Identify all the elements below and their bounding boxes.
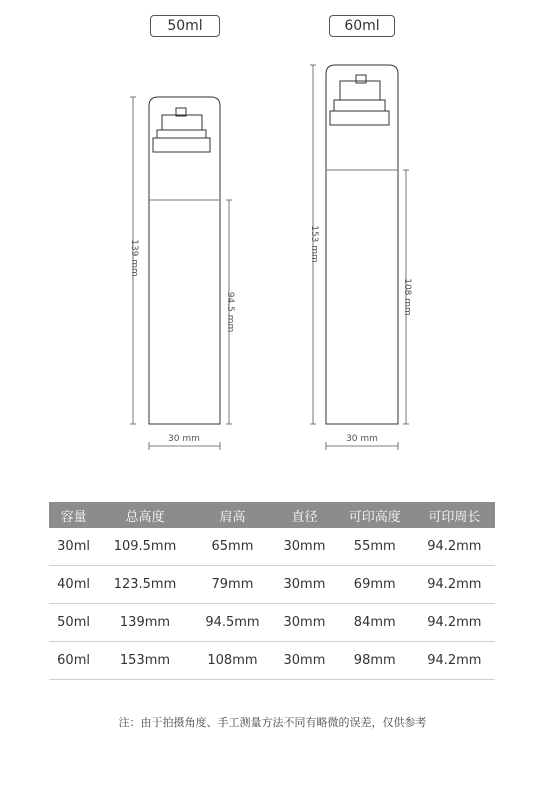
- cell-total-height: 123.5mm: [98, 566, 192, 604]
- dim-right-width-text: 30 mm: [346, 434, 378, 444]
- cell-print-circumference: 94.2mm: [414, 642, 495, 680]
- cell-print-circumference: 94.2mm: [414, 604, 495, 642]
- cell-capacity: 60ml: [49, 642, 98, 680]
- dim-right-total-height-text: 153 mm: [309, 225, 319, 263]
- header-print-height: 可印高度: [336, 502, 414, 528]
- cell-diameter: 30mm: [273, 604, 336, 642]
- table-row: [49, 642, 495, 680]
- spec-table-header-row: [49, 502, 495, 528]
- footnote: 注：由于拍摄角度、手工测量方法不同有略微的误差，仅供参考: [118, 716, 427, 729]
- table-row: [49, 566, 495, 604]
- cell-shoulder-height: 108mm: [192, 642, 273, 680]
- cell-total-height: 153mm: [98, 642, 192, 680]
- header-print-circumference: 可印周长: [414, 502, 495, 528]
- cell-print-height: 55mm: [336, 528, 414, 566]
- dim-left-width-text: 30 mm: [168, 434, 200, 444]
- cell-print-circumference: 94.2mm: [414, 528, 495, 566]
- cell-shoulder-height: 94.5mm: [192, 604, 273, 642]
- cell-capacity: 50ml: [49, 604, 98, 642]
- header-capacity: 容量: [49, 502, 98, 528]
- cell-capacity: 30ml: [49, 528, 98, 566]
- cell-print-height: 69mm: [336, 566, 414, 604]
- bottle-60ml: [326, 65, 398, 424]
- cell-capacity: 40ml: [49, 566, 98, 604]
- bottle-50ml: [149, 97, 220, 424]
- dim-left-total-height-text: 139 mm: [129, 239, 139, 277]
- cell-print-circumference: 94.2mm: [414, 566, 495, 604]
- header-total-height: 总高度: [98, 502, 192, 528]
- cell-diameter: 30mm: [273, 528, 336, 566]
- cell-diameter: 30mm: [273, 566, 336, 604]
- header-shoulder-height: 肩高: [192, 502, 273, 528]
- cell-shoulder-height: 65mm: [192, 528, 273, 566]
- cell-total-height: 109.5mm: [98, 528, 192, 566]
- spec-table: [49, 502, 495, 680]
- product-label-50ml: 50ml: [150, 15, 220, 37]
- dim-right-shoulder-height-text: 108 mm: [402, 278, 412, 316]
- cell-total-height: 139mm: [98, 604, 192, 642]
- dim-left-shoulder-height-text: 94.5 mm: [225, 291, 235, 333]
- table-row: [49, 604, 495, 642]
- cell-shoulder-height: 79mm: [192, 566, 273, 604]
- product-label-60ml: 60ml: [329, 15, 395, 37]
- header-diameter: 直径: [273, 502, 336, 528]
- table-row: [49, 528, 495, 566]
- cell-diameter: 30mm: [273, 642, 336, 680]
- cell-print-height: 98mm: [336, 642, 414, 680]
- cell-print-height: 84mm: [336, 604, 414, 642]
